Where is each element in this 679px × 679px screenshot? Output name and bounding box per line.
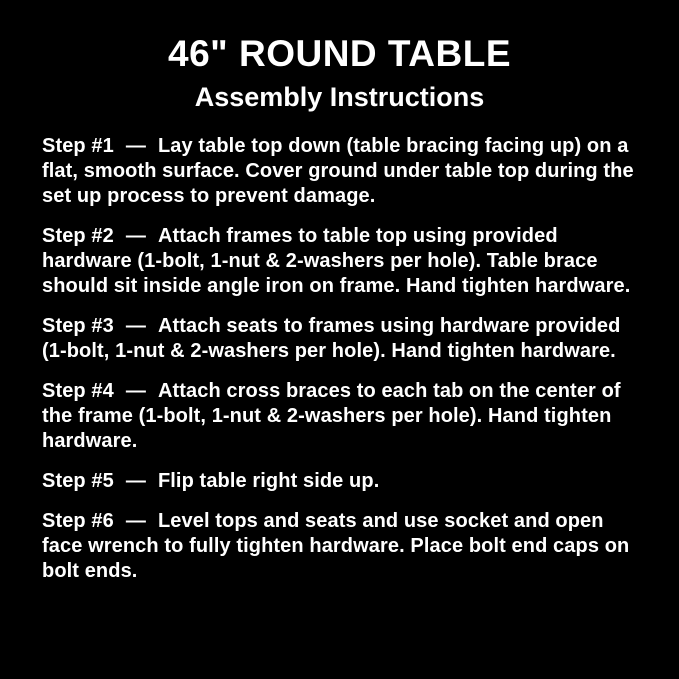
step-label: Step #6 <box>42 510 114 533</box>
step-separator: — <box>125 135 146 158</box>
steps-section <box>0 113 679 584</box>
step-separator: — <box>125 470 146 493</box>
step-body: Level tops and seats and use socket and open face wrench to fully tighten hardware. Place bolt end caps on bolt ends. <box>42 510 630 583</box>
step-separator: — <box>125 510 146 533</box>
page-title: 46" ROUND TABLE <box>168 33 511 74</box>
step-body: Flip table right side up. <box>157 470 380 493</box>
step-label: Step #5 <box>42 470 114 493</box>
step-item <box>42 314 637 364</box>
step-body: Attach frames to table top using provided hardware (1-bolt, 1-nut & 2-washers per hole). Table brace should sit inside angle iron on frame. Hand tighten hardware. <box>42 225 631 298</box>
step-item <box>42 224 637 299</box>
step-item <box>42 509 637 584</box>
step-separator: — <box>125 225 146 248</box>
step-separator: — <box>125 315 146 338</box>
step-body: Attach cross braces to each tab on the center of the frame (1-bolt, 1-nut & 2-washers per hole). Hand tighten hardware. <box>42 380 621 453</box>
step-body: Lay table top down (table bracing facing up) on a flat, smooth surface. Cover ground under table top during the set up process to prevent damage. <box>42 135 634 208</box>
step-label: Step #4 <box>42 380 114 403</box>
step-label: Step #1 <box>42 135 114 158</box>
step-separator: — <box>125 380 146 403</box>
step-item <box>42 134 637 209</box>
step-label: Step #3 <box>42 315 114 338</box>
step-body: Attach seats to frames using hardware provided (1-bolt, 1-nut & 2-washers per hole). Hand tighten hardware. <box>42 315 621 363</box>
step-label: Step #2 <box>42 225 114 248</box>
step-item <box>42 379 637 454</box>
step-item <box>42 469 637 494</box>
header <box>0 0 679 113</box>
page-subtitle: Assembly Instructions <box>194 81 485 112</box>
